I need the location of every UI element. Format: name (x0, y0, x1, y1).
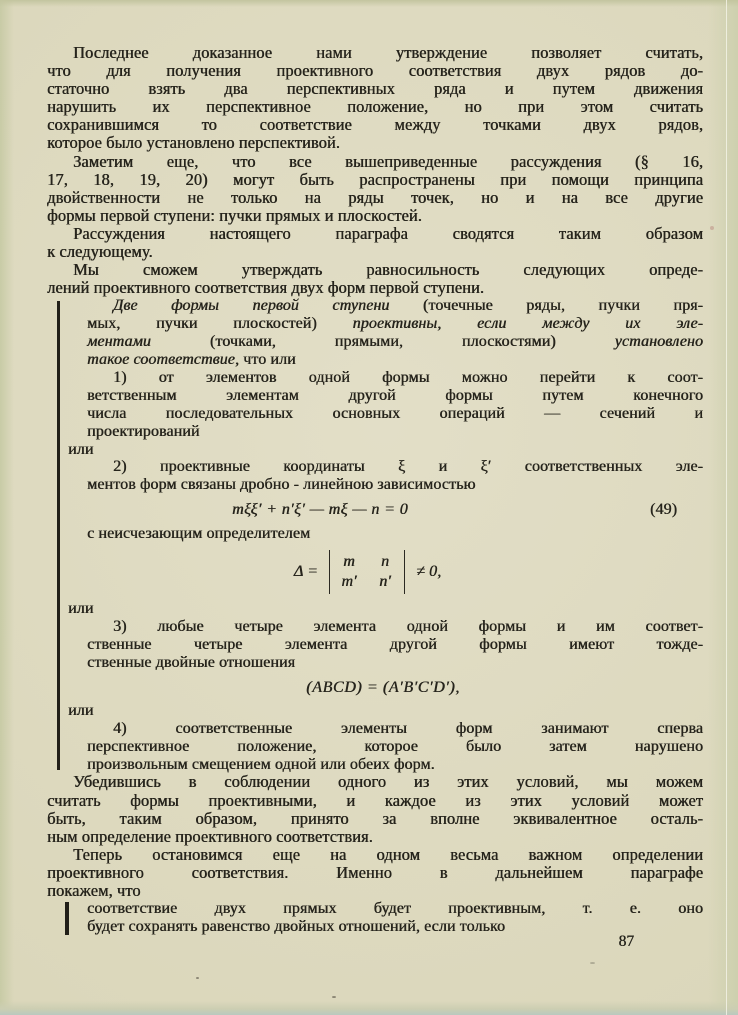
text-line: с неисчезающим определителем (87, 525, 311, 543)
italic-run: ментами (87, 333, 210, 351)
body-text (47, 44, 703, 936)
definition-block (68, 297, 703, 773)
matrix (329, 550, 405, 594)
text-line: Убедившись в соблюдении одного из этих условий, мы можем (73, 772, 703, 792)
italic-run: такое соответствие, (87, 351, 244, 369)
text-line: ственные двойные отношения (87, 653, 296, 671)
text-line: Заметим еще, что все вышеприведенные рассуждения (§ 16, (73, 151, 703, 171)
matrix-row (341, 572, 393, 592)
roman-run: (точками, прямыми, плоскостями) (209, 333, 615, 351)
text-line: Мы сможем утверждать равносильность следующих опреде- (73, 260, 703, 280)
text-line: Теперь остановимся еще на одном весьма важном определении (73, 844, 703, 864)
paragraph (47, 44, 703, 153)
text-line: ментов форм связаны дробно - линейною зависимостью (87, 476, 476, 494)
text-line: двойственности не только на ряды точек, но и на все другие (47, 187, 703, 207)
text-line: 4) соответственные элементы форм занимают сперва (113, 719, 703, 737)
text-line (87, 351, 703, 369)
determinant-rhs: ≠ 0, (416, 563, 442, 581)
paragraph (47, 153, 703, 225)
text-line: ветственным элементам другой формы путем конечного (87, 386, 703, 404)
text-line: которое было установлено перспективой. (47, 133, 340, 153)
matrix-cell: n′ (379, 573, 391, 591)
text-line: будет сохранять равенство двойных отношений, если только (87, 918, 506, 936)
matrix-cell: m (343, 553, 355, 571)
scan-speck (710, 226, 714, 230)
paragraph (47, 225, 703, 261)
theorem-block (87, 900, 703, 936)
text-line: проектирований (87, 422, 200, 440)
matrix-cell: m′ (341, 573, 357, 591)
text-line: соответствие двух прямых будет проективным, т. е. оно (87, 900, 703, 918)
text-line (87, 315, 703, 333)
text-line: 2) проективные координаты ξ и ξ′ соответственных эле- (113, 458, 703, 476)
block-rule (65, 902, 69, 935)
matrix-row (341, 552, 393, 572)
italic-run: установлено (614, 333, 703, 351)
text-line: Рассуждения настоящего параграфа сводятся таким образом (73, 223, 703, 243)
text-line: ственные четыре элемента другой формы имеют тожде- (87, 636, 703, 653)
cross-ratio-formula: (ABCD) = (A′B′C′D′), (306, 678, 460, 696)
text-line: к следующему. (47, 242, 153, 262)
block-rule (57, 301, 60, 770)
text-line: нарушить их перспективное положение, но при этом считать (47, 97, 703, 117)
scan-speck (590, 962, 595, 964)
equation-49 (87, 498, 703, 522)
text-line: перспективное положение, которое было затем нарушено (87, 737, 703, 755)
scan-speck (332, 996, 336, 998)
text-line: статочно взять два перспективных ряда и путем движения (47, 79, 703, 99)
equation-body: mξξ′ + n′ξ′ — mξ — n = 0 (232, 501, 408, 519)
text-line: сохранившимся то соответствие между точками двух рядов, (47, 115, 703, 135)
roman-run: (точечные ряды, пучки пря- (389, 297, 703, 315)
text-line: лений проективного соответствия двух форм первой ступени. (47, 278, 484, 298)
text-line: ным определение проективного соответствия. (47, 826, 373, 846)
page-crease (726, 0, 727, 1015)
paragraph (47, 773, 703, 845)
text-line (87, 297, 703, 315)
determinant-lhs: Δ = (293, 563, 318, 581)
matrix-cell: n (380, 553, 390, 571)
italic-run: Две формы первой ступени (113, 297, 390, 315)
text-line: числа последовательных основных операций — сечений и (87, 404, 703, 422)
text-line: что для получения проективного соответствия двух рядов до- (47, 61, 703, 81)
text-line: Последнее доказанное нами утверждение позволяет считать, (73, 43, 703, 62)
text-line: быть, таким образом, принято за вполне эквивалентное осталь- (47, 808, 703, 828)
text-line: 17, 18, 19, 20) могут быть распространены при помощи принципа (47, 169, 703, 189)
text-line: или (68, 701, 94, 719)
text-line: 3) любые четыре элемента одной формы и им соответ- (113, 618, 703, 636)
roman-run: мых, пучки плоскостей) (87, 315, 353, 333)
scan-speck (196, 977, 199, 979)
text-line: покажем, что (47, 881, 141, 900)
italic-run: проективны, если между их эле- (352, 315, 703, 333)
text-line: 1) от элементов одной формы можно перейти к соот- (113, 368, 703, 386)
roman-run: что или (243, 351, 296, 369)
text-line: считать формы проективными, и каждое из этих условий может (47, 790, 703, 810)
text-line: формы первой ступени: пучки прямых и плоскостей. (47, 205, 422, 225)
paragraph (47, 846, 703, 900)
equation-number: (49) (649, 501, 677, 519)
text-line: или (68, 600, 94, 618)
text-line (87, 333, 703, 351)
text-line: или (68, 440, 94, 458)
text-line: произвольным смещением одной или обеих форм. (87, 755, 435, 773)
page-number: 87 (618, 933, 634, 950)
determinant-formula (87, 550, 703, 594)
text-line: проективного соответствия. Именно в дальнейшем параграфе (47, 862, 703, 882)
paragraph (47, 261, 703, 297)
